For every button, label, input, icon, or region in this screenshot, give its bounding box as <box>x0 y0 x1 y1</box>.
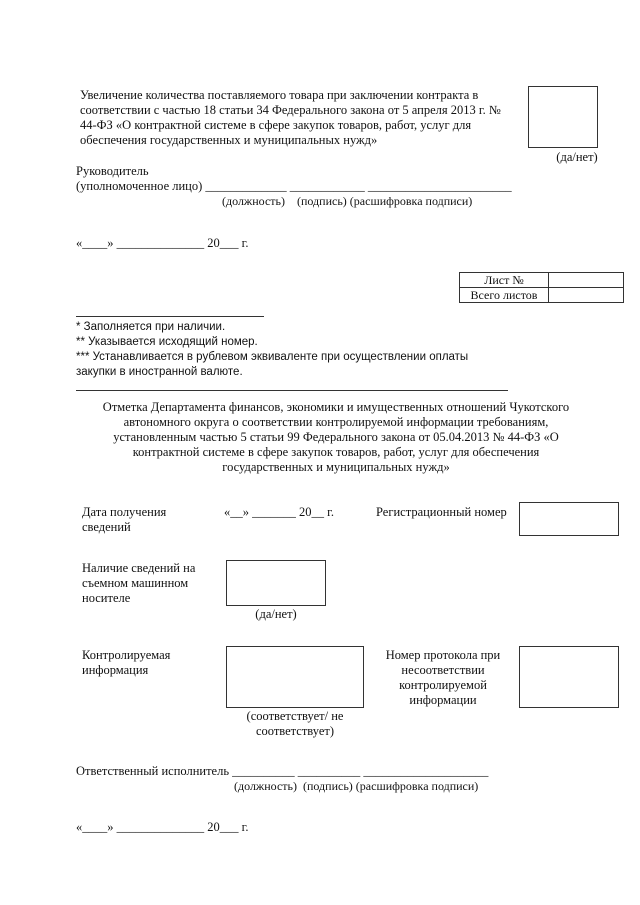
footnote-3: *** Устанавливается в рублевом эквиваленте при осуществлении оплаты закупки в иностранной валюте. <box>76 351 469 378</box>
increase-answer-box[interactable] <box>528 86 598 148</box>
footnotes <box>76 320 496 380</box>
controlled-info-box[interactable] <box>226 646 364 708</box>
protocol-number-box[interactable] <box>519 646 619 708</box>
media-answer-caption: (да/нет) <box>255 607 297 621</box>
increase-clause-text: Увеличение количества поставляемого товара при заключении контракта в соответствии с частью 18 статьи 34 Федерального закона от 5 апреля 2013 г. № 44-ФЗ «О контрактной системе в сфере закупок товаров, работ, услуг для обеспечения государственных и муниципальных нужд» <box>80 88 501 147</box>
sheet-total-value[interactable] <box>549 288 624 303</box>
controlled-info-label: Контролируемая информация <box>82 648 171 677</box>
controlled-info-caption: (соответствует/ не соответствует) <box>246 709 344 738</box>
sheet-no-row <box>460 273 624 288</box>
protocol-number-label: Номер протокола при несоответствии контролируемой информации <box>385 648 501 707</box>
registration-number-box[interactable] <box>519 502 619 536</box>
media-answer-box[interactable] <box>226 560 326 606</box>
head-signature-captions: (должность) (подпись) (расшифровка подписи) <box>222 194 473 208</box>
footnote-2: ** Указывается исходящий номер. <box>76 336 258 348</box>
increase-answer-caption: (да/нет) <box>556 150 598 164</box>
receipt-date-label: Дата получения сведений <box>82 505 167 534</box>
head-date: «____» ______________ 20___ г. <box>76 236 249 250</box>
executor-signature-line: Ответственный исполнитель __________ __________ ____________________ <box>76 764 489 778</box>
sheet-no-label: Лист № <box>460 273 549 288</box>
sheet-total-label: Всего листов <box>460 288 549 303</box>
registration-number-label: Регистрационный номер <box>376 505 507 519</box>
head-signature-line: (уполномоченное лицо) _____________ ____________ _______________________ <box>76 179 512 193</box>
mark-title: Отметка Департамента финансов, экономики и имущественных отношений Чукотского автономного округа о соответствии контролируемой информации требованиям, установленным частью 5 статьи 99 Федерального закона от 05.04.2013 № 44-ФЗ «О контрактной системе в сфере закупок товаров, работ, услуг для обеспечения государственных и муниципальных нужд» <box>102 400 570 474</box>
executor-signature-captions: (должность) (подпись) (расшифровка подписи) <box>234 779 479 793</box>
receipt-date: «__» _______ 20__ г. <box>224 505 334 519</box>
footnote-1: * Заполняется при наличии. <box>76 321 226 333</box>
executor-date: «____» ______________ 20___ г. <box>76 820 249 834</box>
section-divider <box>76 390 508 391</box>
sheet-total-row <box>460 288 624 303</box>
footnote-divider <box>76 316 264 317</box>
head-title: Руководитель <box>76 164 149 178</box>
media-label: Наличие сведений на съемном машинном носителе <box>82 561 196 605</box>
sheet-no-value[interactable] <box>549 273 624 288</box>
sheet-count-table <box>459 272 624 303</box>
